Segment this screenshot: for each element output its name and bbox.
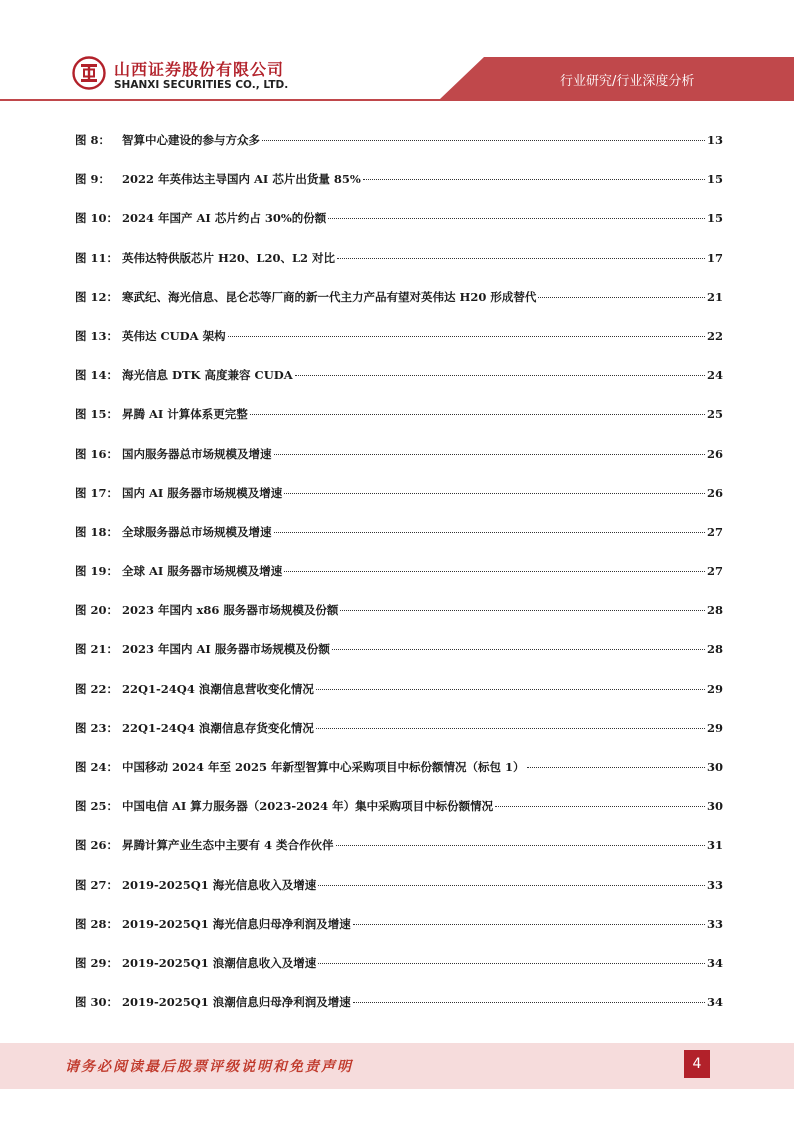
toc-figure-label: 图 23： <box>75 720 119 735</box>
toc-page-number: 22 <box>706 328 723 343</box>
toc-entry[interactable] <box>75 520 723 559</box>
toc-dot-leader <box>284 570 705 572</box>
toc-figure-label: 图 15： <box>75 407 119 422</box>
toc-figure-label: 图 25： <box>75 799 119 814</box>
toc-entry[interactable] <box>75 402 723 441</box>
toc-page-number: 33 <box>706 916 723 931</box>
toc-figure-title: 英伟达 CUDA 架构 <box>122 328 226 343</box>
toc-dot-leader <box>316 727 705 729</box>
section-label: 行业研究/行业深度分析 <box>560 74 695 89</box>
figure-list <box>75 128 723 1029</box>
toc-entry[interactable] <box>75 755 723 794</box>
toc-figure-label: 图 22： <box>75 681 119 696</box>
toc-page-number: 27 <box>706 524 723 539</box>
toc-entry[interactable] <box>75 794 723 833</box>
toc-figure-title: 英伟达特供版芯片 H20、L20、L2 对比 <box>122 250 336 265</box>
toc-dot-leader <box>228 335 705 337</box>
toc-page-number: 15 <box>706 172 723 187</box>
toc-page-number: 31 <box>706 838 723 853</box>
toc-entry[interactable] <box>75 206 723 245</box>
toc-dot-leader <box>284 492 705 494</box>
toc-figure-label: 图 14： <box>75 368 119 383</box>
toc-figure-label: 图 18： <box>75 524 119 539</box>
toc-entry[interactable] <box>75 873 723 912</box>
toc-entry[interactable] <box>75 833 723 872</box>
toc-dot-leader <box>336 844 705 846</box>
toc-dot-leader <box>363 178 705 180</box>
toc-page-number: 21 <box>706 289 723 304</box>
toc-figure-label: 图 24： <box>75 760 119 774</box>
toc-page-number: 26 <box>706 485 723 500</box>
toc-entry[interactable] <box>75 951 723 990</box>
toc-figure-title: 2023 年国内 x86 服务器市场规模及份额 <box>122 603 339 618</box>
toc-page-number: 34 <box>706 955 723 970</box>
toc-entry[interactable] <box>75 677 723 716</box>
toc-dot-leader <box>495 805 705 807</box>
toc-page-number: 25 <box>706 407 723 422</box>
toc-figure-title: 22Q1-24Q4 浪潮信息营收变化情况 <box>122 681 314 696</box>
toc-entry[interactable] <box>75 559 723 598</box>
toc-page-number: 30 <box>706 799 723 814</box>
toc-figure-label: 图 9： <box>75 172 111 187</box>
toc-figure-title: 全球服务器总市场规模及增速 <box>122 524 272 539</box>
header-divider <box>0 99 794 101</box>
toc-figure-label: 图 30： <box>75 995 119 1010</box>
toc-page-number: 17 <box>706 250 723 265</box>
toc-entry[interactable] <box>75 716 723 755</box>
toc-page-number: 28 <box>706 603 723 618</box>
toc-figure-title: 智算中心建设的参与方众多 <box>122 133 260 147</box>
toc-figure-title: 国内服务器总市场规模及增速 <box>122 446 272 461</box>
toc-figure-title: 国内 AI 服务器市场规模及增速 <box>122 485 283 500</box>
toc-dot-leader <box>274 453 705 455</box>
toc-dot-leader <box>337 257 705 259</box>
toc-figure-label: 图 26： <box>75 838 119 853</box>
toc-page-number: 28 <box>706 642 723 657</box>
toc-page-number: 24 <box>706 368 723 383</box>
toc-entry[interactable] <box>75 363 723 402</box>
company-name-en: SHANXI SECURITIES CO., LTD. <box>114 79 289 91</box>
page-header <box>0 0 794 100</box>
toc-dot-leader <box>328 217 705 219</box>
toc-dot-leader <box>353 1001 705 1003</box>
toc-figure-title: 中国电信 AI 算力服务器（2023-2024 年）集中采购项目中标份额情况 <box>122 799 494 814</box>
toc-dot-leader <box>527 766 705 768</box>
toc-entry[interactable] <box>75 912 723 951</box>
toc-dot-leader <box>250 413 705 415</box>
toc-figure-title: 2019-2025Q1 海光信息归母净利润及增速 <box>122 916 351 931</box>
toc-entry[interactable] <box>75 324 723 363</box>
toc-dot-leader <box>332 648 705 650</box>
toc-figure-label: 图 28： <box>75 916 119 931</box>
toc-figure-label: 图 20： <box>75 603 119 618</box>
footer-disclaimer: 请务必阅读最后股票评级说明和免责声明 <box>65 1059 353 1075</box>
toc-figure-title: 2023 年国内 AI 服务器市场规模及份额 <box>122 642 330 657</box>
toc-page-number: 15 <box>706 211 723 226</box>
toc-dot-leader <box>538 296 705 298</box>
toc-figure-label: 图 12： <box>75 289 119 304</box>
toc-figure-label: 图 8： <box>75 133 111 147</box>
toc-figure-title: 海光信息 DTK 高度兼容 CUDA <box>122 368 293 383</box>
toc-figure-title: 22Q1-24Q4 浪潮信息存货变化情况 <box>122 720 314 735</box>
toc-figure-title: 中国移动 2024 年至 2025 年新型智算中心采购项目中标份额情况（标包 1） <box>122 760 525 774</box>
toc-figure-label: 图 13： <box>75 328 119 343</box>
toc-dot-leader <box>262 139 705 141</box>
toc-dot-leader <box>353 923 705 925</box>
toc-entry[interactable] <box>75 246 723 285</box>
toc-dot-leader <box>318 962 705 964</box>
toc-entry[interactable] <box>75 128 723 167</box>
toc-dot-leader <box>295 374 705 376</box>
toc-figure-title: 全球 AI 服务器市场规模及增速 <box>122 564 283 579</box>
company-name-cn: 山西证券股份有限公司 <box>114 60 285 79</box>
toc-figure-title: 2019-2025Q1 浪潮信息归母净利润及增速 <box>122 995 351 1010</box>
toc-page-number: 29 <box>706 720 723 735</box>
toc-dot-leader <box>316 688 705 690</box>
toc-page-number: 26 <box>706 446 723 461</box>
toc-entry[interactable] <box>75 285 723 324</box>
toc-page-number: 13 <box>706 133 723 147</box>
toc-figure-label: 图 29： <box>75 955 119 970</box>
toc-entry[interactable] <box>75 598 723 637</box>
toc-page-number: 27 <box>706 564 723 579</box>
toc-figure-title: 2019-2025Q1 海光信息收入及增速 <box>122 877 317 892</box>
toc-page-number: 29 <box>706 681 723 696</box>
toc-figure-title: 2024 年国产 AI 芯片约占 30%的份额 <box>122 211 327 226</box>
toc-entry[interactable] <box>75 481 723 520</box>
toc-dot-leader <box>274 531 705 533</box>
toc-entry[interactable] <box>75 990 723 1029</box>
toc-entry[interactable] <box>75 442 723 481</box>
toc-figure-label: 图 11： <box>75 250 119 265</box>
toc-figure-label: 图 21： <box>75 642 119 657</box>
toc-figure-title: 2022 年英伟达主导国内 AI 芯片出货量 85% <box>122 172 361 187</box>
toc-page-number: 34 <box>706 995 723 1010</box>
toc-entry[interactable] <box>75 167 723 206</box>
toc-figure-label: 图 27： <box>75 877 119 892</box>
toc-figure-title: 昇腾 AI 计算体系更完整 <box>122 407 248 422</box>
toc-figure-label: 图 17： <box>75 485 119 500</box>
toc-page-number: 30 <box>706 760 723 774</box>
company-logo-icon <box>72 56 106 90</box>
toc-figure-title: 2019-2025Q1 浪潮信息收入及增速 <box>122 955 317 970</box>
toc-figure-label: 图 10： <box>75 211 119 226</box>
toc-dot-leader <box>340 609 705 611</box>
toc-figure-label: 图 16： <box>75 446 119 461</box>
toc-figure-title: 寒武纪、海光信息、昆仑芯等厂商的新一代主力产品有望对英伟达 H20 形成替代 <box>122 289 537 304</box>
toc-dot-leader <box>318 884 705 886</box>
toc-entry[interactable] <box>75 637 723 676</box>
page-number: 4 <box>684 1050 710 1078</box>
toc-page-number: 33 <box>706 877 723 892</box>
toc-figure-title: 昇腾计算产业生态中主要有 4 类合作伙伴 <box>122 838 334 853</box>
toc-figure-label: 图 19： <box>75 564 119 579</box>
